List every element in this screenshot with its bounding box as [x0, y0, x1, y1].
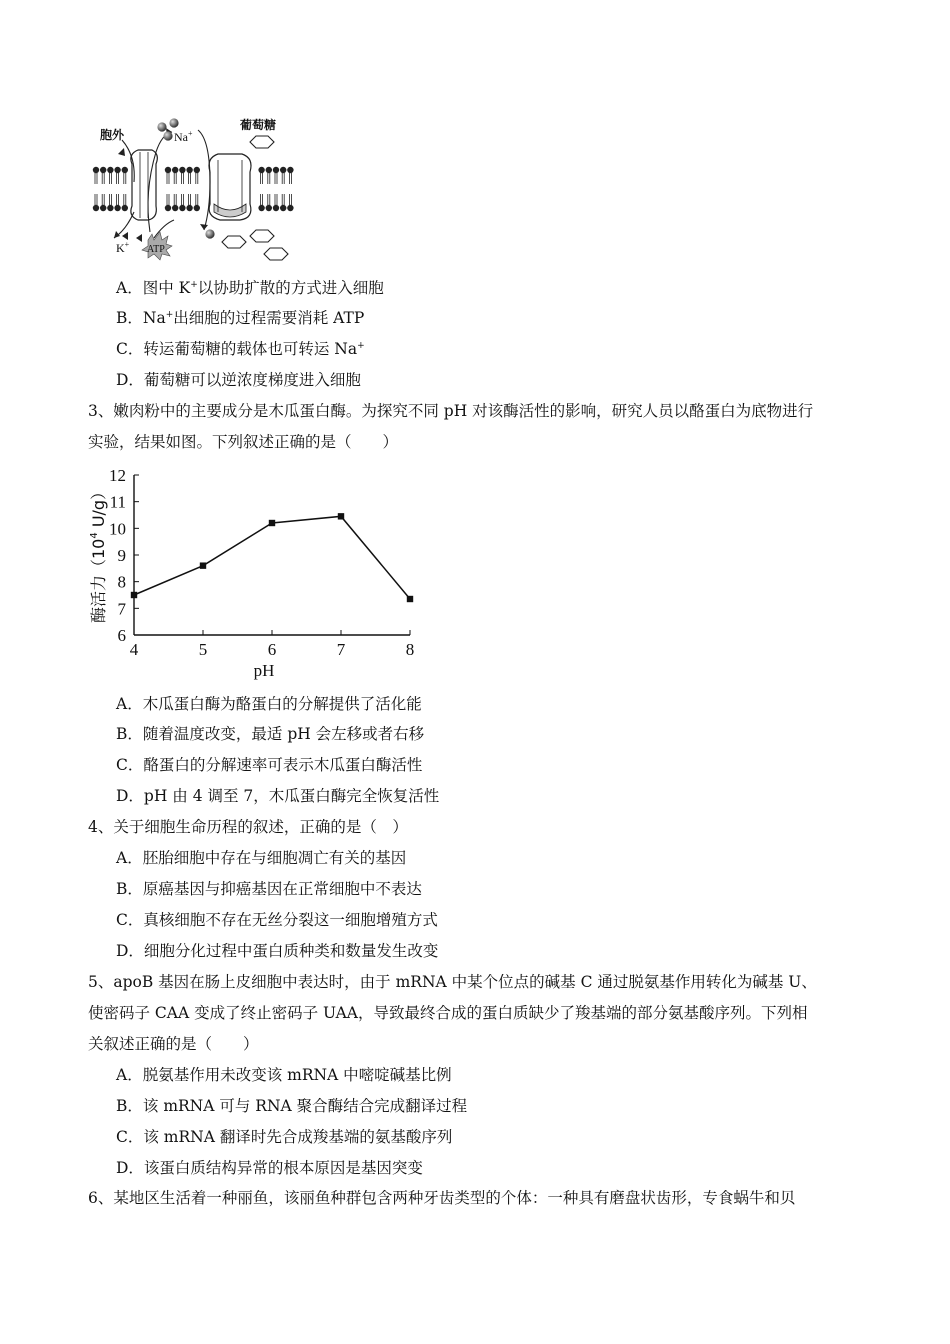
- outside-label: 胞外: [100, 128, 125, 142]
- lipid-head-inner: [114, 194, 120, 211]
- data-point: [131, 592, 137, 598]
- lipid-head-outer: [114, 167, 120, 184]
- lipid-head-inner: [172, 194, 178, 211]
- q3-option-a: A．木瓜蛋白酶为酪蛋白的分解提供了活化能: [116, 695, 422, 713]
- data-point: [200, 562, 206, 568]
- data-point: [407, 596, 413, 602]
- lipid-head-outer: [165, 167, 171, 184]
- q3-stem-line2: 实验，结果如图。下列叙述正确的是（ ）: [88, 433, 399, 451]
- atp-label: ATP: [147, 244, 165, 255]
- y-tick-label: 12: [109, 466, 126, 485]
- q4-option-a: A．胚胎细胞中存在与细胞凋亡有关的基因: [116, 849, 407, 867]
- q3-stem-line1: 3、嫩肉粉中的主要成分是木瓜蛋白酶。为探究不同 pH 对该酶活性的影响，研究人员以酪蛋白为底物进行: [88, 402, 814, 420]
- q5-option-b: B．该 mRNA 可与 RNA 聚合酶结合完成翻译过程: [116, 1097, 468, 1115]
- glucose-label: 葡萄糖: [240, 118, 277, 132]
- q4-option-d: D．细胞分化过程中蛋白质种类和数量发生改变: [116, 942, 439, 960]
- lipid-head-outer: [100, 167, 106, 184]
- lipid-head-inner: [266, 194, 272, 211]
- q5-option-a: A．脱氨基作用未改变该 mRNA 中嘧啶碱基比例: [116, 1066, 452, 1084]
- y-tick-label: 6: [117, 626, 126, 645]
- chart-axes: [134, 475, 410, 635]
- lipid-head-outer: [107, 167, 113, 184]
- data-point: [338, 513, 344, 519]
- x-tick-label: 8: [405, 640, 415, 659]
- y-tick-label: 11: [109, 492, 126, 512]
- lipid-head-inner: [93, 194, 99, 211]
- x-tick-label: 4: [129, 640, 139, 659]
- lipid-head-outer: [266, 167, 272, 184]
- x-tick-label: 6: [267, 640, 277, 659]
- q5-option-c: C．该 mRNA 翻译时先合成羧基端的氨基酸序列: [116, 1128, 453, 1146]
- lipid-head-inner: [122, 194, 128, 211]
- lipid-head-inner: [258, 194, 264, 211]
- q5-stem-line1: 5、apoB 基因在肠上皮细胞中表达时，由于 mRNA 中某个位点的碱基 C 通过脱氨基作用转化为碱基 U、: [88, 973, 817, 991]
- lipid-head-inner: [280, 194, 286, 211]
- q3-option-c: C．酪蛋白的分解速率可表示木瓜蛋白酶活性: [116, 756, 423, 774]
- lipid-head-outer: [122, 167, 128, 184]
- lipid-head-inner: [273, 194, 279, 211]
- q2-option-d: D．葡萄糖可以逆浓度梯度进入细胞: [116, 371, 361, 389]
- lipid-head-inner: [194, 194, 200, 211]
- lipid-head-outer: [186, 167, 192, 184]
- q4-option-c: C．真核细胞不存在无丝分裂这一细胞增殖方式: [116, 911, 438, 929]
- lipid-head-outer: [273, 167, 279, 184]
- y-tick-label: 8: [117, 572, 126, 592]
- enzyme-activity-chart: [84, 458, 429, 683]
- y-tick-label: 9: [117, 546, 126, 565]
- q3-option-b: B．随着温度改变，最适 pH 会左移或者右移: [116, 725, 425, 743]
- x-tick-label: 5: [198, 640, 208, 659]
- data-point: [269, 520, 275, 526]
- membrane-transport-figure: [92, 112, 297, 262]
- q5-stem-line3: 关叙述正确的是（ ）: [88, 1035, 259, 1053]
- lipid-head-outer: [179, 167, 185, 184]
- q2-option-b: B．Na+出细胞的过程需要消耗 ATP: [116, 309, 365, 327]
- chart-xlabel: pH: [253, 661, 275, 680]
- q4-option-b: B．原癌基因与抑癌基因在正常细胞中不表达: [116, 880, 422, 898]
- x-tick-label: 7: [336, 640, 346, 659]
- lipid-head-inner: [287, 194, 293, 211]
- q2-option-a: A．图中 K+以协助扩散的方式进入细胞: [116, 279, 384, 297]
- lipid-head-outer: [93, 167, 99, 184]
- lipid-head-outer: [194, 167, 200, 184]
- chart-ylabel: 酶活力（$10^4$ U/g）: [89, 483, 108, 623]
- glucose-carrier-protein: [209, 154, 251, 220]
- lipid-head-inner: [165, 194, 171, 211]
- na-ion-inside: [205, 229, 214, 238]
- lipid-head-inner: [107, 194, 113, 211]
- lipid-head-inner: [179, 194, 185, 211]
- q4-stem: 4、关于细胞生命历程的叙述，正确的是（ ）: [88, 818, 408, 836]
- lipid-bilayer: [93, 167, 294, 211]
- lipid-head-outer: [287, 167, 293, 184]
- lipid-head-inner: [100, 194, 106, 211]
- lipid-head-outer: [258, 167, 264, 184]
- k-label: K+: [116, 240, 130, 255]
- lipid-head-outer: [280, 167, 286, 184]
- q3-option-d: D．pH 由 4 调至 7，木瓜蛋白酶完全恢复活性: [116, 787, 440, 805]
- q6-stem-line1: 6、某地区生活着一种丽鱼，该丽鱼种群包含两种牙齿类型的个体：一种具有磨盘状齿形，专食蜗牛和贝: [88, 1189, 796, 1207]
- activity-series-line: [134, 516, 410, 599]
- na-label: Na+: [174, 129, 193, 144]
- q5-stem-line2: 使密码子 CAA 变成了终止密码子 UAA，导致最终合成的蛋白质缺少了羧基端的部分氨基酸序列。下列相: [88, 1004, 808, 1022]
- y-tick-label: 7: [117, 599, 126, 619]
- lipid-head-outer: [172, 167, 178, 184]
- lipid-head-inner: [186, 194, 192, 211]
- y-tick-label: 10: [109, 519, 126, 539]
- q2-option-c: C．转运葡萄糖的载体也可转运 Na+: [116, 340, 365, 358]
- q5-option-d: D．该蛋白质结构异常的根本原因是基因突变: [116, 1159, 423, 1177]
